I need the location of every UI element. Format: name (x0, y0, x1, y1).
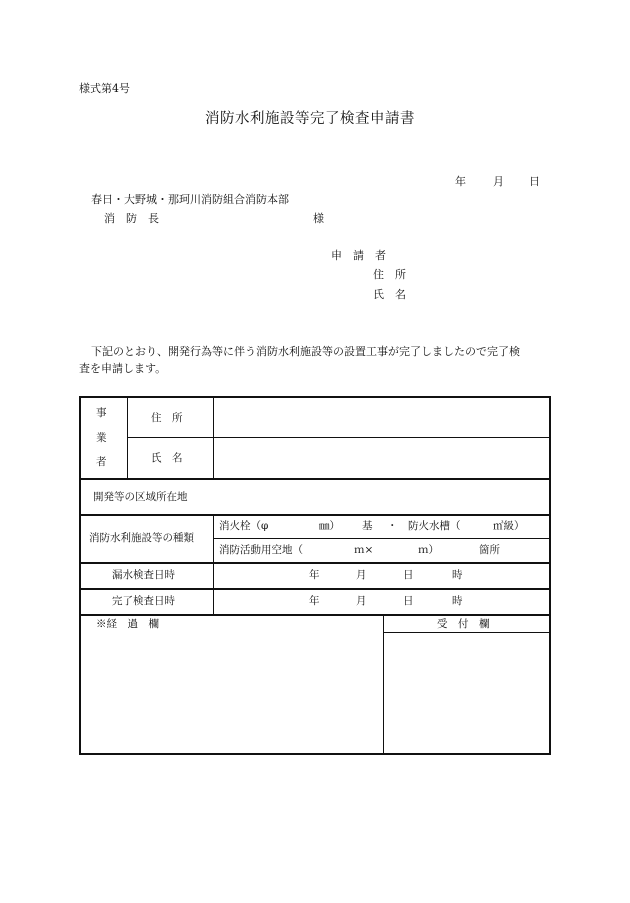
addressee-organization: 春日・大野城・那珂川消防組合消防本部 (91, 193, 289, 206)
business-char-1: 事 (96, 407, 107, 419)
row-divider-thin (213, 538, 549, 539)
hydrant-prefix: 消火栓（φ (219, 520, 269, 532)
facility-type-label: 消防水利施設等の種類 (89, 532, 194, 544)
row-divider (81, 478, 549, 480)
column-divider (213, 398, 214, 478)
completion-test-day: 日 (403, 595, 414, 607)
date-month-label: 月 (493, 175, 504, 188)
reception-column-label: 受 付 欄 (437, 618, 490, 630)
leak-test-month: 月 (356, 569, 367, 581)
body-text-line-1: 下記のとおり、開発行為等に伴う消防水利施設等の設置工事が完了しましたので完了検 (91, 345, 520, 358)
business-char-3: 者 (96, 456, 107, 468)
leak-test-day: 日 (403, 569, 414, 581)
addressee-honorific: 様 (313, 212, 324, 225)
date-day-label: 日 (529, 175, 540, 188)
open-space-unit-places: 箇所 (479, 544, 500, 556)
hydrant-unit-ki: 基 (362, 520, 373, 532)
column-divider (127, 398, 128, 478)
body-text-line-2: 査を申請します。 (79, 362, 167, 375)
applicant-label: 申 請 者 (331, 249, 386, 262)
applicant-address-label: 住 所 (373, 268, 406, 281)
page-title: 消防水利施設等完了検査申請書 (205, 111, 415, 127)
open-space-prefix: 消防活動用空地（ (219, 544, 303, 556)
completion-test-label: 完了検査日時 (112, 595, 175, 607)
hydrant-unit-mm: ㎜） (319, 520, 340, 532)
row-divider-thin (127, 437, 549, 438)
progress-column-label: ※経 過 欄 (96, 618, 159, 630)
row-divider (81, 614, 549, 616)
leak-test-hour: 時 (452, 569, 463, 581)
fire-tank-class: ㎥級） (493, 520, 525, 532)
applicant-name-label: 氏 名 (373, 288, 406, 301)
business-char-2: 業 (96, 432, 107, 444)
date-year-label: 年 (455, 175, 466, 188)
row-divider (81, 514, 549, 516)
column-divider (213, 514, 214, 614)
row-divider-thin (383, 632, 549, 633)
completion-test-hour: 時 (452, 595, 463, 607)
row-divider (81, 562, 549, 564)
completion-test-month: 月 (356, 595, 367, 607)
row-divider (81, 588, 549, 590)
development-location-label: 開発等の区域所在地 (93, 491, 188, 503)
addressee-position: 消 防 長 (104, 212, 159, 225)
hydrant-separator: ・ (387, 520, 398, 532)
open-space-unit-m-times: ｍ× (354, 544, 374, 556)
open-space-unit-m-close: ｍ） (418, 544, 439, 556)
completion-test-year: 年 (309, 595, 320, 607)
business-name-label: 氏 名 (151, 452, 183, 464)
column-divider (383, 614, 384, 753)
leak-test-year: 年 (309, 569, 320, 581)
business-address-label: 住 所 (151, 412, 183, 424)
leak-test-label: 漏水検査日時 (112, 569, 175, 581)
fire-tank-prefix: 防火水槽（ (408, 520, 461, 532)
form-number: 様式第4号 (79, 82, 130, 95)
application-form-table (79, 396, 551, 755)
